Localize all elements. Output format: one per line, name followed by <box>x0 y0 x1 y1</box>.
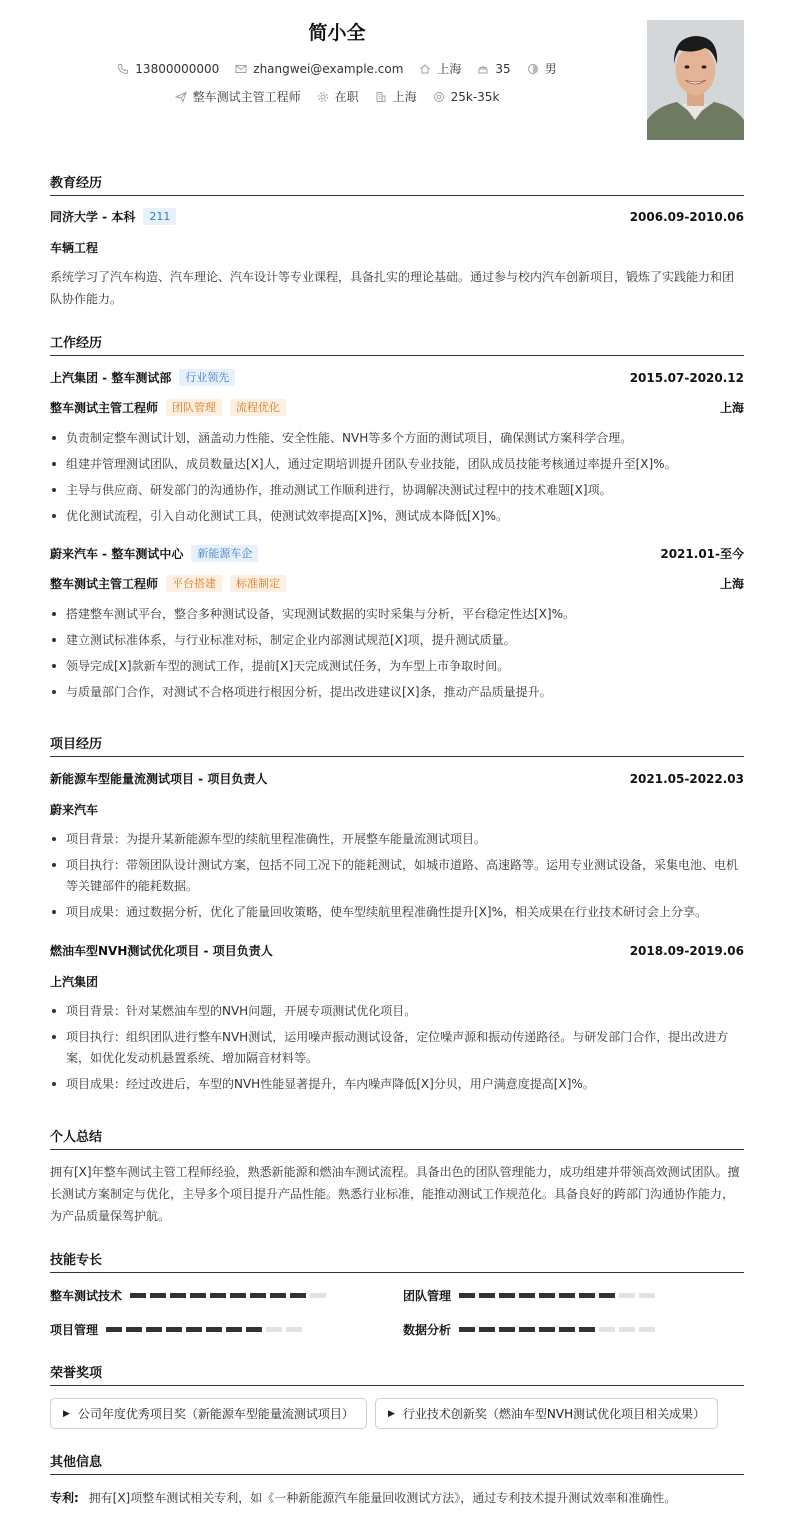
skill-segment-filled <box>230 1293 246 1298</box>
job-1-role-tag-1: 团队管理 <box>166 399 222 416</box>
skill-segment-filled <box>539 1293 555 1298</box>
skill-item <box>50 1287 326 1304</box>
job-2-role: 整车测试主管工程师 <box>50 577 159 591</box>
gender-icon <box>527 63 539 75</box>
position-item <box>175 88 301 105</box>
skill-segment-filled <box>206 1327 222 1332</box>
skills-section-title: 技能专长 <box>50 1249 744 1273</box>
job-1-company-tag: 行业领先 <box>179 369 235 386</box>
project-2-header <box>50 942 744 959</box>
list-item: 领导完成[X]款新车型的测试工作，提前[X]天完成测试任务，为车型上市争取时间。 <box>50 656 744 677</box>
skill-segment-filled <box>519 1327 535 1332</box>
project-1-date: 2021.05-2022.03 <box>629 771 744 786</box>
list-item: 建立测试标准体系，与行业标准对标，制定企业内部测试规范[X]项，提升测试质量。 <box>50 630 744 651</box>
school-tag: 211 <box>143 208 176 225</box>
skill-segment-filled <box>146 1327 162 1332</box>
project-1-org: 蔚来汽车 <box>50 803 99 817</box>
skill-segment-filled <box>150 1293 166 1298</box>
age-value: 35 <box>495 61 511 76</box>
skill-segment-filled <box>250 1293 266 1298</box>
job-2-role-tag-1: 平台搭建 <box>166 575 222 592</box>
skill-segment-empty <box>310 1293 326 1298</box>
skill-label: 团队管理 <box>403 1289 452 1303</box>
salary-item <box>433 90 500 104</box>
skill-segment-filled <box>246 1327 262 1332</box>
skill-label: 项目管理 <box>50 1323 99 1337</box>
skill-level-bar <box>459 1293 655 1298</box>
skill-level-bar <box>106 1327 302 1332</box>
skill-segment-filled <box>130 1293 146 1298</box>
cake-icon <box>477 63 489 75</box>
skill-segment-filled <box>190 1293 206 1298</box>
skill-segment-filled <box>166 1327 182 1332</box>
job-2-bullets <box>50 604 744 708</box>
skill-segment-filled <box>599 1293 615 1298</box>
job-1-bullets <box>50 428 744 532</box>
profile-photo <box>647 20 744 140</box>
other-section-title: 其他信息 <box>50 1451 744 1475</box>
skill-segment-filled <box>226 1327 242 1332</box>
contact-row <box>0 60 674 77</box>
project-1-name: 新能源车型能量流测试项目 - 项目负责人 <box>50 772 268 786</box>
school-name: 同济大学 - 本科 <box>50 210 136 224</box>
skill-segment-filled <box>270 1293 286 1298</box>
email-item <box>235 62 403 76</box>
job-1-role-row <box>50 399 744 416</box>
job-1-date: 2015.07-2020.12 <box>629 370 744 385</box>
skill-segment-filled <box>499 1293 515 1298</box>
send-icon <box>175 91 187 103</box>
project-1-header <box>50 770 744 787</box>
job-2-role-row <box>50 575 744 592</box>
award-text: 行业技术创新奖（燃油车型NVH测试优化项目相关成果） <box>402 1407 706 1421</box>
work-section-title: 工作经历 <box>50 332 744 356</box>
job-1-location: 上海 <box>719 401 744 415</box>
building-icon <box>375 91 387 103</box>
skill-segment-filled <box>170 1293 186 1298</box>
skill-label: 整车测试技术 <box>50 1289 123 1303</box>
list-item: 主导与供应商、研发部门的沟通协作，推动测试工作顺利进行，协调解决测试过程中的技术难题[X]项。 <box>50 480 744 501</box>
job-intent-row <box>0 88 674 105</box>
skill-segment-filled <box>290 1293 306 1298</box>
email-value: zhangwei@example.com <box>253 61 404 76</box>
skill-segment-filled <box>579 1327 595 1332</box>
education-header <box>50 208 744 225</box>
gender-item <box>527 60 557 77</box>
skill-segment-filled <box>186 1327 202 1332</box>
list-item: 搭建整车测试平台，整合多种测试设备，实现测试数据的实时采集与分析，平台稳定性达[X]%。 <box>50 604 744 625</box>
project-2-name: 燃油车型NVH测试优化项目 - 项目负责人 <box>50 944 273 958</box>
education-description: 系统学习了汽车构造、汽车理论、汽车设计等专业课程，具备扎实的理论基础。通过参与校内汽车创新项目，锻炼了实践能力和团队协作能力。 <box>50 270 735 306</box>
job-1-role: 整车测试主管工程师 <box>50 401 159 415</box>
project-2-bullets <box>50 1001 744 1100</box>
skill-segment-filled <box>479 1293 495 1298</box>
education-date: 2006.09-2010.06 <box>629 209 744 224</box>
other-label: 专利: <box>50 1491 79 1505</box>
age-item <box>477 62 510 76</box>
skill-segment-filled <box>579 1293 595 1298</box>
skill-level-bar <box>130 1293 326 1298</box>
skill-item <box>50 1321 302 1338</box>
list-item: 与质量部门合作，对测试不合格项进行根因分析，提出改进建议[X]条，推动产品质量提升。 <box>50 682 744 703</box>
list-item: 项目背景：为提升某新能源车型的续航里程准确性，开展整车能量流测试项目。 <box>50 829 744 850</box>
triangle-right-icon: ▶ <box>63 1408 70 1419</box>
skill-segment-filled <box>106 1327 122 1332</box>
job-1-role-tag-2: 流程优化 <box>230 399 286 416</box>
job-2-header <box>50 545 744 562</box>
job-2-location: 上海 <box>719 577 744 591</box>
target-city-item <box>375 88 417 105</box>
award-text: 公司年度优秀项目奖（新能源车型能量流测试项目） <box>77 1407 354 1421</box>
salary-value: 25k-35k <box>450 89 500 104</box>
home-icon <box>419 63 431 75</box>
project-2-org: 上汽集团 <box>50 975 99 989</box>
skill-segment-filled <box>459 1293 475 1298</box>
skill-segment-empty <box>599 1327 615 1332</box>
target-city-value: 上海 <box>392 90 417 104</box>
skill-segment-empty <box>266 1327 282 1332</box>
list-item: 项目执行：带领团队设计测试方案，包括不同工况下的能耗测试，如城市道路、高速路等。运用专业测试设备，采集电池、电机等关键部件的能耗数据。 <box>50 855 744 897</box>
job-2-role-tag-2: 标准制定 <box>230 575 286 592</box>
list-item: 项目成果：通过数据分析，优化了能量回收策略，使车型续航里程准确性提升[X]%，相关成果在行业技术研讨会上分享。 <box>50 902 744 923</box>
skill-label: 数据分析 <box>403 1323 452 1337</box>
coin-icon <box>433 91 445 103</box>
skill-segment-filled <box>519 1293 535 1298</box>
position-value: 整车测试主管工程师 <box>192 90 301 104</box>
triangle-right-icon: ▶ <box>388 1408 395 1419</box>
skill-segment-filled <box>559 1327 575 1332</box>
list-item: 组建并管理测试团队，成员数量达[X]人，通过定期培训提升团队专业技能，团队成员技能考核通过率提升至[X]%。 <box>50 454 744 475</box>
portrait-image <box>647 20 744 140</box>
list-item: 项目执行：组织团队进行整车NVH测试，运用噪声振动测试设备，定位噪声源和振动传递路径。与研发部门合作，提出改进方案，如优化发动机悬置系统、增加隔音材料等。 <box>50 1027 744 1069</box>
gender-value: 男 <box>544 62 557 76</box>
skill-segment-empty <box>639 1327 655 1332</box>
mail-icon <box>235 63 247 75</box>
list-item: 项目成果：经过改进后，车型的NVH性能显著提升，车内噪声降低[X]分贝，用户满意度提高[X]%。 <box>50 1074 744 1095</box>
skill-level-bar <box>459 1327 655 1332</box>
project-2-date: 2018.09-2019.06 <box>629 943 744 958</box>
skill-segment-filled <box>479 1327 495 1332</box>
candidate-name: 简小全 <box>308 22 366 44</box>
city-item <box>419 60 461 77</box>
list-item: 负责制定整车测试计划，涵盖动力性能、安全性能、NVH等多个方面的测试项目，确保测试方案科学合理。 <box>50 428 744 449</box>
list-item: 优化测试流程，引入自动化测试工具，使测试效率提高[X]%，测试成本降低[X]%。 <box>50 506 744 527</box>
skill-segment-filled <box>539 1327 555 1332</box>
award-item <box>375 1398 718 1429</box>
other-text: 拥有[X]项整车测试相关专利，如《一种新能源汽车能量回收测试方法》，通过专利技术提升测试效率和准确性。 <box>88 1491 677 1505</box>
skill-segment-empty <box>639 1293 655 1298</box>
projects-section-title: 项目经历 <box>50 733 744 757</box>
skill-segment-empty <box>619 1327 635 1332</box>
status-value: 在职 <box>334 90 359 104</box>
other-info <box>50 1489 744 1506</box>
job-1-header <box>50 369 744 386</box>
major-name: 车辆工程 <box>50 241 99 255</box>
job-2-company-tag: 新能源车企 <box>191 545 258 562</box>
phone-value: 13800000000 <box>135 61 220 76</box>
job-2-company: 蔚来汽车 - 整车测试中心 <box>50 547 184 561</box>
education-section-title: 教育经历 <box>50 172 744 196</box>
city-value: 上海 <box>437 62 462 76</box>
gear-icon <box>317 91 329 103</box>
skill-segment-filled <box>126 1327 142 1332</box>
skill-segment-filled <box>559 1293 575 1298</box>
skill-segment-filled <box>459 1327 475 1332</box>
award-item <box>50 1398 367 1429</box>
phone-icon <box>117 63 129 75</box>
skill-segment-filled <box>499 1327 515 1332</box>
project-1-bullets <box>50 829 744 928</box>
awards-section-title: 荣誉奖项 <box>50 1362 744 1386</box>
summary-text: 拥有[X]年整车测试主管工程师经验，熟悉新能源和燃油车测试流程。具备出色的团队管理能力，成功组建并带领高效测试团队。擅长测试方案制定与优化，主导多个项目提升产品性能。熟悉行业标准，能推动测试工作规范化。具备良好的跨部门沟通协作能力，为产品质量保驾护航。 <box>50 1165 740 1223</box>
skill-segment-filled <box>210 1293 226 1298</box>
status-item <box>317 88 359 105</box>
job-2-date: 2021.01-至今 <box>660 547 744 561</box>
skill-item <box>403 1321 655 1338</box>
summary-section-title: 个人总结 <box>50 1126 744 1150</box>
list-item: 项目背景：针对某燃油车型的NVH问题，开展专项测试优化项目。 <box>50 1001 744 1022</box>
skill-segment-empty <box>286 1327 302 1332</box>
phone-item <box>117 62 219 76</box>
skill-item <box>403 1287 655 1304</box>
job-1-company: 上汽集团 - 整车测试部 <box>50 371 172 385</box>
skill-segment-empty <box>619 1293 635 1298</box>
